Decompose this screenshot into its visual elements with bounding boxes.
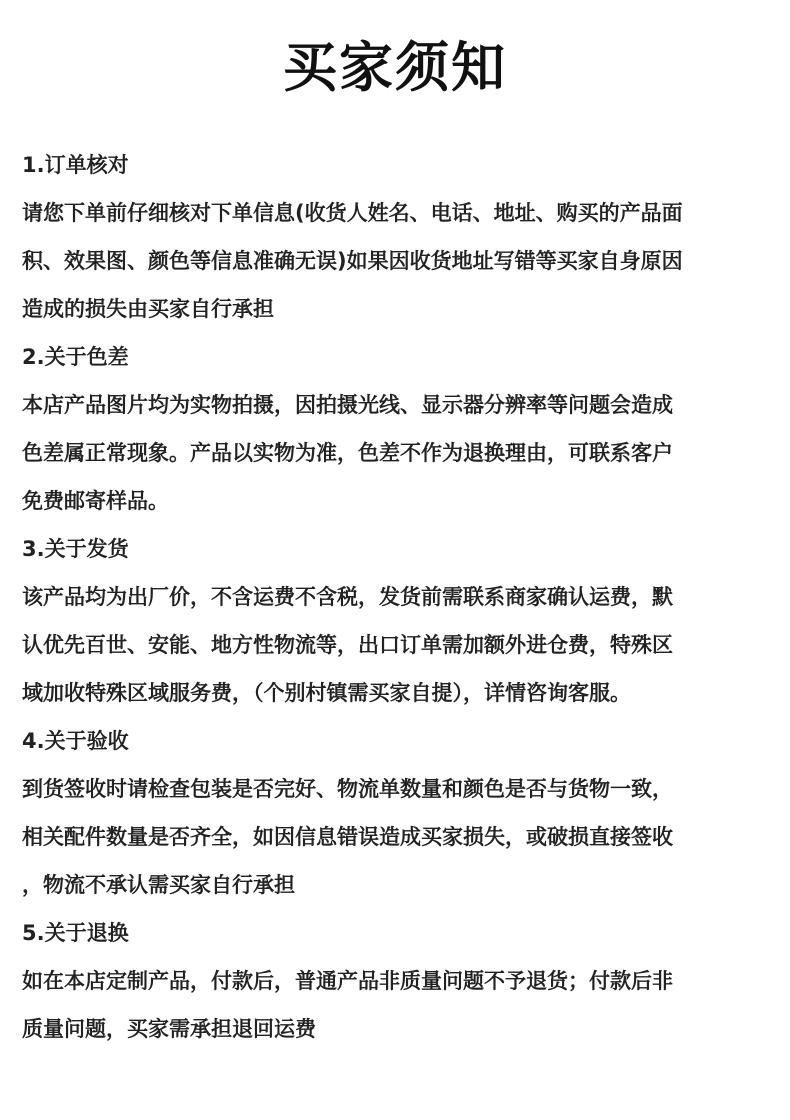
- section-inspection: [22, 717, 778, 909]
- body-line: 质量问题，买家需承担退回运费: [22, 1017, 316, 1041]
- body-line: 认优先百世、安能、地方性物流等，出口订单需加额外进仓费，特殊区: [22, 633, 673, 657]
- body-line: ，物流不承认需买家自行承担: [22, 873, 295, 897]
- body-line: 该产品均为出厂价，不含运费不含税，发货前需联系商家确认运费，默: [22, 585, 673, 609]
- body-line: 到货签收时请检查包装是否完好、物流单数量和颜色是否与货物一致，: [22, 777, 673, 801]
- body-line: 色差属正常现象。产品以实物为准，色差不作为退换理由，可联系客户: [22, 441, 673, 465]
- body-line: 相关配件数量是否齐全，如因信息错误造成买家损失，或破损直接签收: [22, 825, 673, 849]
- body-line: 如在本店定制产品，付款后，普通产品非质量问题不予退货；付款后非: [22, 969, 673, 993]
- section-body: [22, 573, 778, 717]
- section-shipping: [22, 525, 778, 717]
- page-title: 买家须知: [283, 36, 507, 99]
- section-body: [22, 189, 778, 333]
- section-returns: [22, 909, 778, 1053]
- section-heading: 5.关于退换: [22, 921, 129, 945]
- section-color-difference: [22, 333, 778, 525]
- notice-content: [22, 141, 778, 1053]
- body-line: 本店产品图片均为实物拍摄，因拍摄光线、显示器分辨率等问题会造成: [22, 393, 673, 417]
- section-body: [22, 381, 778, 525]
- section-order-check: [22, 141, 778, 333]
- body-line: 积、效果图、颜色等信息准确无误)如果因收货地址写错等买家自身原因: [22, 249, 683, 273]
- body-line: 免费邮寄样品。: [22, 489, 169, 513]
- section-body: [22, 765, 778, 909]
- section-heading: 3.关于发货: [22, 537, 129, 561]
- section-heading: 2.关于色差: [22, 345, 129, 369]
- body-line: 域加收特殊区域服务费，（个别村镇需买家自提），详情咨询客服。: [22, 681, 631, 705]
- body-line: 请您下单前仔细核对下单信息(收货人姓名、电话、地址、购买的产品面: [22, 201, 683, 225]
- section-heading: 4.关于验收: [22, 729, 129, 753]
- body-line: 造成的损失由买家自行承担: [22, 297, 274, 321]
- section-body: [22, 957, 778, 1053]
- section-heading: 1.订单核对: [22, 153, 129, 177]
